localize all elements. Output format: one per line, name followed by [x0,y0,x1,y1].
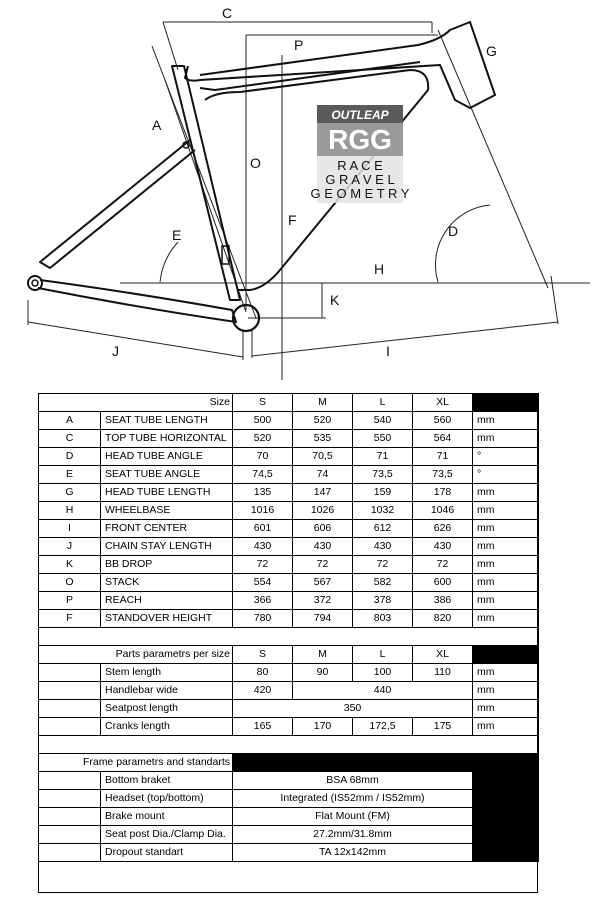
table-cell: Integrated (IS52mm / IS52mm) [233,790,473,808]
row-name: SEAT TUBE ANGLE [101,466,233,484]
table-cell: Dropout standart [101,844,233,862]
table-cell [39,700,101,718]
row-key: J [39,538,101,556]
label-a: A [152,117,162,133]
table-row [39,808,539,826]
table-row [39,556,539,574]
table-cell: 70,5 [293,448,353,466]
table-cell: mm [473,718,539,736]
table-cell: 1046 [413,502,473,520]
table-row [39,520,539,538]
table-cell [473,646,539,664]
table-cell: Brake mount [101,808,233,826]
row-key: C [39,430,101,448]
table-cell: 430 [413,538,473,556]
row-unit: mm [473,592,539,610]
table-cell: XL [413,646,473,664]
row-key: I [39,520,101,538]
size-header: Size [39,394,233,412]
table-cell: 159 [353,484,413,502]
table-cell: Flat Mount (FM) [233,808,473,826]
row-key: O [39,574,101,592]
table-cell: 600 [413,574,473,592]
table-cell: 147 [293,484,353,502]
table-cell [473,808,539,826]
table-cell: 372 [293,592,353,610]
table-cell [39,628,539,646]
table-cell [39,808,101,826]
row-name: Stem length [101,664,233,682]
table-row [39,826,539,844]
frame-header: Frame parametrs and standarts [39,754,233,772]
table-cell: L [353,646,413,664]
table-cell: 626 [413,520,473,538]
table-cell: 378 [353,592,413,610]
table-row [39,430,539,448]
frame-geometry-diagram [0,0,600,385]
outleap-rgg-logo [311,105,410,203]
label-j: J [112,343,119,359]
table-cell: 165 [233,718,293,736]
label-c: C [222,5,233,21]
row-unit: mm [473,502,539,520]
table-cell: 430 [353,538,413,556]
table-cell [39,682,101,700]
spacer-row [39,628,539,646]
row-key: F [39,610,101,628]
table-cell: 135 [233,484,293,502]
table-cell [39,790,101,808]
table-cell: 27.2mm/31.8mm [233,826,473,844]
geometry-header-row [39,394,539,412]
table-cell: 554 [233,574,293,592]
row-key: E [39,466,101,484]
row-name: TOP TUBE HORIZONTAL [101,430,233,448]
row-name: FRONT CENTER [101,520,233,538]
row-name: STANDOVER HEIGHT [101,610,233,628]
table-cell: 1026 [293,502,353,520]
table-cell: S [233,646,293,664]
table-cell: 71 [353,448,413,466]
table-cell: 560 [413,412,473,430]
row-key: A [39,412,101,430]
table-cell: 74 [293,466,353,484]
table-cell: M [293,646,353,664]
table-cell: 72 [293,556,353,574]
table-cell: 535 [293,430,353,448]
row-key: H [39,502,101,520]
row-key: K [39,556,101,574]
table-row [39,592,539,610]
label-h: H [374,261,385,277]
spacer-row [39,736,539,754]
row-unit: ° [473,448,539,466]
table-cell [473,826,539,844]
table-row [39,682,539,700]
table-cell [473,844,539,862]
table-cell: BSA 68mm [233,772,473,790]
row-name: BB DROP [101,556,233,574]
table-cell: 386 [413,592,473,610]
table-cell: mm [473,664,539,682]
table-cell: 80 [233,664,293,682]
size-l: L [353,394,413,412]
row-unit: mm [473,520,539,538]
table-cell: 520 [293,412,353,430]
table-cell: 71 [413,448,473,466]
table-cell: 90 [293,664,353,682]
logo-brand: OUTLEAP [331,108,389,122]
row-unit: mm [473,610,539,628]
row-unit: mm [473,538,539,556]
table-cell: 1016 [233,502,293,520]
table-cell [473,790,539,808]
table-cell: 794 [293,610,353,628]
row-name: SEAT TUBE LENGTH [101,412,233,430]
table-cell: 73,5 [353,466,413,484]
table-cell: 1032 [353,502,413,520]
table-row [39,772,539,790]
table-cell [233,754,539,772]
table-row [39,844,539,862]
size-xl: XL [413,394,473,412]
table-cell [39,664,101,682]
table-row [39,700,539,718]
table-cell [39,736,539,754]
table-row [39,448,539,466]
table-cell: 780 [233,610,293,628]
table-row [39,538,539,556]
row-name: HEAD TUBE ANGLE [101,448,233,466]
table-cell: mm [473,682,539,700]
table-cell: 366 [233,592,293,610]
row-name: Handlebar wide [101,682,233,700]
table-cell: 567 [293,574,353,592]
label-k: K [330,292,340,308]
row-key: D [39,448,101,466]
table-cell [473,772,539,790]
table-cell: 440 [293,682,473,700]
table-row [39,574,539,592]
row-name: REACH [101,592,233,610]
table-cell: 70 [233,448,293,466]
label-f: F [288,212,297,228]
table-cell [39,772,101,790]
row-name: Cranks length [101,718,233,736]
table-cell [39,826,101,844]
table-cell: 606 [293,520,353,538]
table-cell: 72 [233,556,293,574]
row-unit: mm [473,574,539,592]
table-cell: 73,5 [413,466,473,484]
table-cell: Bottom braket [101,772,233,790]
table-cell: 612 [353,520,413,538]
size-m: M [293,394,353,412]
table-row [39,412,539,430]
rear-dropout [28,276,42,290]
chain-stay [38,280,236,322]
logo-line-1: R A C E [337,158,383,173]
geometry-table [38,393,539,862]
logo-rgg: RGG [328,124,392,155]
dim-line-i [252,322,558,356]
frame-header-row [39,754,539,772]
label-p: P [294,37,304,53]
table-cell: 72 [353,556,413,574]
table-cell: 110 [413,664,473,682]
table-cell: 500 [233,412,293,430]
header-black-cell [473,394,539,412]
table-cell: 172,5 [353,718,413,736]
table-cell: 550 [353,430,413,448]
table-cell: mm [473,700,539,718]
row-unit: ° [473,466,539,484]
row-key: P [39,592,101,610]
table-row [39,466,539,484]
table-cell: Seat post Dia./Clamp Dia. [101,826,233,844]
table-cell: 564 [413,430,473,448]
table-cell: 430 [293,538,353,556]
table-row [39,718,539,736]
logo-line-3: G E O M E T R Y [310,186,410,201]
table-cell: 540 [353,412,413,430]
table-cell: 350 [233,700,473,718]
label-i: I [386,343,390,359]
table-cell: 74,5 [233,466,293,484]
label-o: O [250,155,261,171]
row-name: STACK [101,574,233,592]
seat-stay [40,140,195,268]
row-name: HEAD TUBE LENGTH [101,484,233,502]
size-s: S [233,394,293,412]
table-row [39,502,539,520]
parts-header: Parts parametrs per size [39,646,233,664]
row-unit: mm [473,484,539,502]
table-cell: 582 [353,574,413,592]
dim-line-j [28,322,243,357]
row-unit: mm [473,556,539,574]
table-row [39,664,539,682]
table-cell: 520 [233,430,293,448]
table-cell: Headset (top/bottom) [101,790,233,808]
row-unit: mm [473,430,539,448]
row-unit: mm [473,412,539,430]
table-cell: 601 [233,520,293,538]
table-cell: TA 12x142mm [233,844,473,862]
table-cell: 820 [413,610,473,628]
table-cell: 170 [293,718,353,736]
table-row [39,484,539,502]
row-name: CHAIN STAY LENGTH [101,538,233,556]
table-cell: 175 [413,718,473,736]
row-key: G [39,484,101,502]
row-name: Seatpost length [101,700,233,718]
table-cell: 430 [233,538,293,556]
table-cell: 420 [233,682,293,700]
row-name: WHEELBASE [101,502,233,520]
label-g: G [486,43,497,59]
table-cell: 178 [413,484,473,502]
table-cell: 100 [353,664,413,682]
table-cell: 72 [413,556,473,574]
parts-header-row [39,646,539,664]
label-d: D [448,223,459,239]
table-row [39,790,539,808]
table-cell: 803 [353,610,413,628]
label-e: E [172,227,182,243]
table-row [39,610,539,628]
logo-line-2: G R A V E L [325,172,395,187]
table-cell [39,718,101,736]
table-cell [39,844,101,862]
